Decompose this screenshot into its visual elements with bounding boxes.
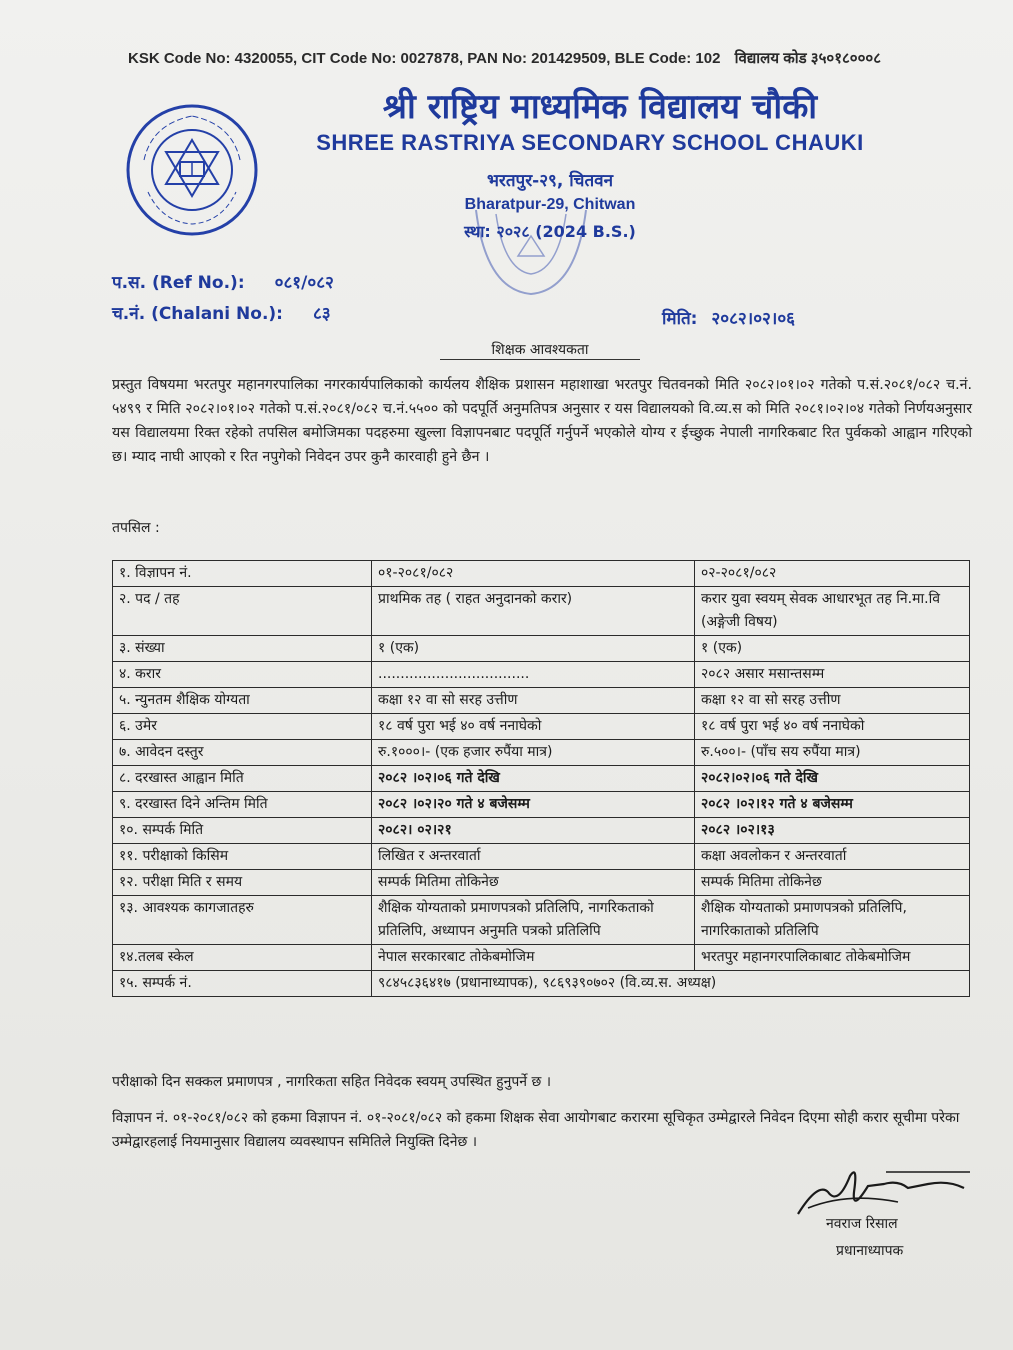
table-cell-value: लिखित र अन्तरवार्ता — [372, 844, 695, 870]
table-row — [113, 766, 970, 792]
chalani-value: ८३ — [312, 304, 331, 324]
contact-row — [113, 971, 970, 997]
school-code: विद्यालय कोड ३५०१८०००८ — [734, 50, 882, 67]
table-cell-value: सम्पर्क मितिमा तोकिनेछ — [372, 870, 695, 896]
table-row — [113, 714, 970, 740]
table-cell-label: १०. सम्पर्क मिति — [113, 818, 372, 844]
contact-numbers: ९८४५८३६४१७ (प्रधानाध्यापक), ९८६९३९०७०२ (वि.व्य.स. अध्यक्ष) — [372, 971, 970, 997]
table-cell-value: भरतपुर महानगरपालिकाबाट तोकेबमोजिम — [695, 945, 970, 971]
date-label: मिति: — [662, 309, 698, 329]
table-cell-value: सम्पर्क मितिमा तोकिनेछ — [695, 870, 970, 896]
table-cell-value: करार युवा स्वयम् सेवक आधारभूत तह नि.मा.वि (अङ्गेजी विषय) — [695, 587, 970, 636]
table-cell-value: .................................. — [372, 662, 695, 688]
table-row — [113, 792, 970, 818]
table-cell-label: ४. करार — [113, 662, 372, 688]
table-cell-value: २०८२ ।०२।०६ गते देखि — [372, 766, 695, 792]
table-row — [113, 688, 970, 714]
table-cell-value: शैक्षिक योग्यताको प्रमाणपत्रको प्रतिलिपि, नागरिकाताको प्रतिलिपि — [695, 896, 970, 945]
signatory-name: नवराज रिसाल — [826, 1216, 898, 1232]
table-cell-value: रु.१०००।- (एक हजार रुपैंया मात्र) — [372, 740, 695, 766]
table-cell-value: कक्षा अवलोकन र अन्तरवार्ता — [695, 844, 970, 870]
school-name-nepali: श्री राष्ट्रिय माध्यमिक विद्यालय चौकी — [382, 87, 818, 127]
school-seal-icon — [122, 100, 262, 240]
table-cell-value: २०८२ असार मसान्तसम्म — [695, 662, 970, 688]
table-row — [113, 870, 970, 896]
table-cell-label: ५. न्युनतम शैक्षिक योग्यता — [113, 688, 372, 714]
table-row — [113, 896, 970, 945]
reference-number — [112, 270, 334, 293]
table-row — [113, 662, 970, 688]
table-cell-label: ३. संख्या — [113, 636, 372, 662]
table-cell-value: नेपाल सरकारबाट तोकेबमोजिम — [372, 945, 695, 971]
body-paragraph: प्रस्तुत विषयमा भरतपुर महानगरपालिका नगरकार्यपालिकाको कार्यलय शैक्षिक प्रशासन महाशाखा भरतपुर चितवनको मिति २०८२।०१।०२ गतेको प.सं.२०८१/०८२ च.नं. ५४९९ र मिति २०८२।०१।०२ गतेको प.सं.२०८१/०८२ च.नं.५५०० को पदपूर्ति अनुमतिपत्र अनुसार र यस विद्यालयको वि.व्य.स को मिति २०८१।०२।०४ गतेको निर्णयअनुसार यस विद्यालयमा रिक्त रहेको तपसिल बमोजिमका पदहरुमा खुल्ला विज्ञापनबाट पदपूर्ति गर्नुपर्ने भएकोले योग्य र ईच्छुक नेपाली नागरिकबाट रित पुर्वकको आह्वान गरिएको छ। म्याद नाघी आएको र रित नपुगेको निवेदन उपर कुनै कारवाही हुने छैन । — [112, 377, 972, 465]
table-cell-value: १ (एक) — [695, 636, 970, 662]
table-row — [113, 740, 970, 766]
table-cell-label: १५. सम्पर्क नं. — [113, 971, 372, 997]
table-cell-label: ७. आवेदन दस्तुर — [113, 740, 372, 766]
subject-heading: शिक्षक आवश्यकता — [440, 340, 640, 360]
table-cell-value: रु.५००।- (पाँच सय रुपैंया मात्र) — [695, 740, 970, 766]
table-cell-value: कक्षा १२ वा सो सरह उत्तीण — [695, 688, 970, 714]
address-english: Bharatpur-29, Chitwan — [464, 196, 636, 213]
table-cell-label: १३. आवश्यक कागजातहरु — [113, 896, 372, 945]
date-value: २०८२।०२।०६ — [711, 309, 795, 329]
exam-day-note: परीक्षाको दिन सक्कल प्रमाणपत्र , नागरिकता सहित निवेदक स्वयम् उपस्थित हुनुपर्ने छ । — [112, 1074, 552, 1090]
faint-stamp-icon — [466, 200, 596, 300]
tapasil-label: तपसिल : — [112, 520, 160, 536]
signatory-title: प्रधानाध्यापक — [836, 1243, 904, 1259]
table-cell-label: ६. उमेर — [113, 714, 372, 740]
signature-icon — [788, 1162, 978, 1220]
table-row — [113, 561, 970, 587]
table-cell-value: ०१-२०८१/०८२ — [372, 561, 695, 587]
letter-date — [662, 306, 795, 329]
table-cell-value: १८ वर्ष पुरा भई ४० वर्ष ननाघेको — [695, 714, 970, 740]
table-cell-label: ८. दरखास्त आह्वान मिति — [113, 766, 372, 792]
table-cell-value: ०२-२०८१/०८२ — [695, 561, 970, 587]
school-name-english: SHREE RASTRIYA SECONDARY SCHOOL CHAUKI — [316, 130, 864, 155]
ref-value: ०८१/०८२ — [274, 273, 334, 293]
table-row — [113, 636, 970, 662]
table-row — [113, 587, 970, 636]
table-cell-value: २०८२ ।०२।१३ — [695, 818, 970, 844]
address-nepali: भरतपुर-२९, चितवन — [486, 171, 614, 191]
table-row — [113, 818, 970, 844]
table-cell-value: २०८२।०२।०६ गते देखि — [695, 766, 970, 792]
codes-line — [128, 48, 928, 68]
established-year: स्था: २०२८ (2024 B.S.) — [464, 222, 636, 241]
registration-codes: KSK Code No: 4320055, CIT Code No: 0027878, PAN No: 201429509, BLE Code: 102 — [128, 50, 721, 67]
table-cell-value: शैक्षिक योग्यताको प्रमाणपत्रको प्रतिलिपि, नागरिकताको प्रतिलिपि, अध्यापन अनुमति पत्रको प्रतिलिपि — [372, 896, 695, 945]
table-row — [113, 945, 970, 971]
chalani-number — [112, 301, 331, 324]
table-cell-value: कक्षा १२ वा सो सरह उत्तीण — [372, 688, 695, 714]
table-cell-value: २०८२ ।०२।२० गते ४ बजेसम्म — [372, 792, 695, 818]
table-cell-label: १४.तलब स्केल — [113, 945, 372, 971]
table-cell-label: ११. परीक्षाको किसिम — [113, 844, 372, 870]
table-cell-label: १२. परीक्षा मिति र समय — [113, 870, 372, 896]
table-row — [113, 844, 970, 870]
ref-label: प.स. (Ref No.): — [112, 273, 245, 293]
table-cell-value: १ (एक) — [372, 636, 695, 662]
advertisement-note: विज्ञापन नं. ०१-२०८१/०८२ को हकमा विज्ञापन नं. ०१-२०८१/०८२ को हकमा शिक्षक सेवा आयोगबाट करारमा सूचिकृत उम्मेद्वारले निवेदन दिएमा सोही करार सूचीमा परेका उम्मेद्वारहलाई नियमानुसार विद्यालय व्यवस्थापन समितिले नियुक्ति दिनेछ । — [112, 1110, 960, 1150]
table-cell-value: २०८२ ।०२।१२ गते ४ बजेसम्म — [695, 792, 970, 818]
table-cell-label: ९. दरखास्त दिने अन्तिम मिति — [113, 792, 372, 818]
table-cell-value: २०८२। ०२।२१ — [372, 818, 695, 844]
table-cell-label: १. विज्ञापन नं. — [113, 561, 372, 587]
vacancy-table — [112, 560, 970, 997]
chalani-label: च.नं. (Chalani No.): — [112, 304, 283, 324]
table-cell-value: प्राथमिक तह ( राहत अनुदानको करार) — [372, 587, 695, 636]
table-cell-value: १८ वर्ष पुरा भई ४० वर्ष ननाघेको — [372, 714, 695, 740]
table-cell-label: २. पद / तह — [113, 587, 372, 636]
